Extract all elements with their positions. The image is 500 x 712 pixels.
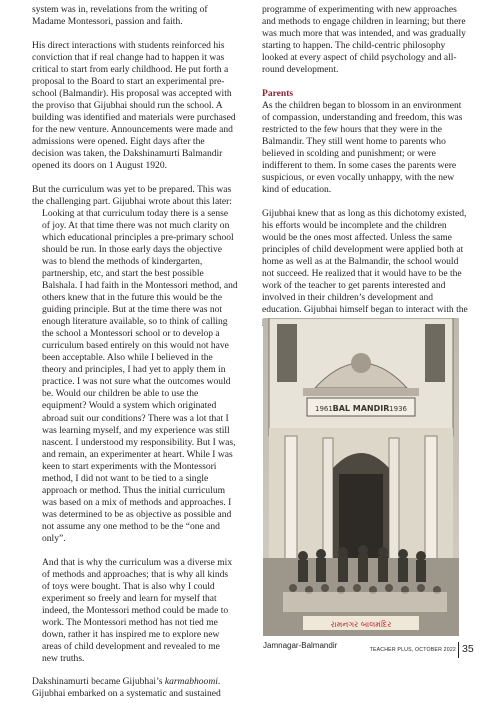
paragraph-text: Dakshinamurti became Gijubhai’s <box>32 676 165 688</box>
footer-divider <box>458 642 459 658</box>
paragraph: As the children began to blossom in an environment of compassion, understanding and freedom, this was restricted to the few hours that they were in the Balmandir. They still went home to parents who believed in scolding and punishment; or were indifferent to them. In some cases the parents were suspicious, or even vocally unhappy, with the new kind of education. <box>262 99 463 196</box>
sign-year-right: 1936 <box>389 405 407 413</box>
paragraph: programme of experimenting with new approaches and methods to engage children in learning; but there was much more that was intended, and was gradually starting to happen. The child-centric philosophy looked at every aspect of child psychology and all-round development. <box>262 4 466 76</box>
paragraph: system was in, revelations from the writing of Madame Montessori, passion and faith. <box>32 4 208 28</box>
right-column <box>262 4 470 340</box>
paragraph: Gijubhai knew that as long as this dichotomy existed, his efforts would be incomplete and the children would be the ones most affected. Unless the same principles of child development were applied both at home as well as at the Balmandir, the school would not succeed. He realized that it would have to be the work of the teacher to get parents interested and involved in their children’s development and education. Gijubhai himself began to interact with the <box>262 207 468 316</box>
block-quote: Looking at that curriculum today there is a sense of joy. At that time there was not much clarity on which educational principles a pre-primary school should be run. In those early days the objective was to blend the methods of kindergarten, partnership, etc, and start the best possible Balshala. I had faith in the Montessori method, and others knew that in the future this would be the guiding principle. But at the time there was not enough literature available, so to think of calling the school a Montessori school or to develop a curriculum based entirely on this would not have been acceptable. Also while I believed in the theory and principles, I had yet to apply them in practice. I was not sure what the outcomes would be. Would our children be able to use the equipment? Would a system which originated abroad suit our conditions? There was a lot that I was learning myself, and my experience was still nascent. I understood my responsibility. But I was, and remain, an experimenter at heart. While I was keen to start experiments with the Montessori method, I did not want to be tied to a single approach or method. Thus the initial curriculum was based on a mix of methods and approaches. I was determined to be as objective as possible and not assume any one method to be the “one and only”. <box>42 207 238 544</box>
balmandir-photo <box>263 318 459 636</box>
paragraph: His direct interactions with students reinforced his conviction that if real change had to happen it was critical to start from early childhood. He put forth a proposal to the Board to start an experimental pre-school (Balmandir). His proposal was accepted with the proviso that Gijubhai should run the school. A building was identified and materials were purchased for the new venture. Announcements were made and admissions were opened. Eight days after the decision was taken, the Dakshinamurti Balmandir opened its doors on 1 August 1920. <box>32 39 236 172</box>
sign-name: BAL MANDIR <box>332 404 390 413</box>
publication-footer: TEACHER PLUS, OCTOBER 2022 <box>369 647 456 653</box>
photo-caption: Jamnagar-Balmandir <box>263 641 338 650</box>
building-illustration <box>263 318 459 636</box>
italic-term: karmabhoomi <box>164 676 218 688</box>
left-column <box>32 4 238 712</box>
paragraph: But the curriculum was yet to be prepared. This was the challenging part. Gijubhai wrote about this later: <box>32 183 232 207</box>
paragraph-text: . Gijubhai embarked on a systematic and sustained <box>32 676 221 700</box>
paragraph <box>32 676 238 700</box>
section-heading: Parents <box>262 87 294 99</box>
sign-year-left: 1961 <box>315 405 333 413</box>
page-number: 35 <box>462 643 474 655</box>
block-quote: And that is why the curriculum was a diverse mix of methods and approaches; that is why all kinds of toys were bought. That is also why I could experiment so freely and learn for myself that indeed, the Montessori method could be made to work. The Montessori method has not tied me down, rather it has inspired me to explore new areas of child development and revealed to me new truths. <box>42 556 233 664</box>
banner-text: રામનગર બાલમંદિર <box>330 620 392 629</box>
